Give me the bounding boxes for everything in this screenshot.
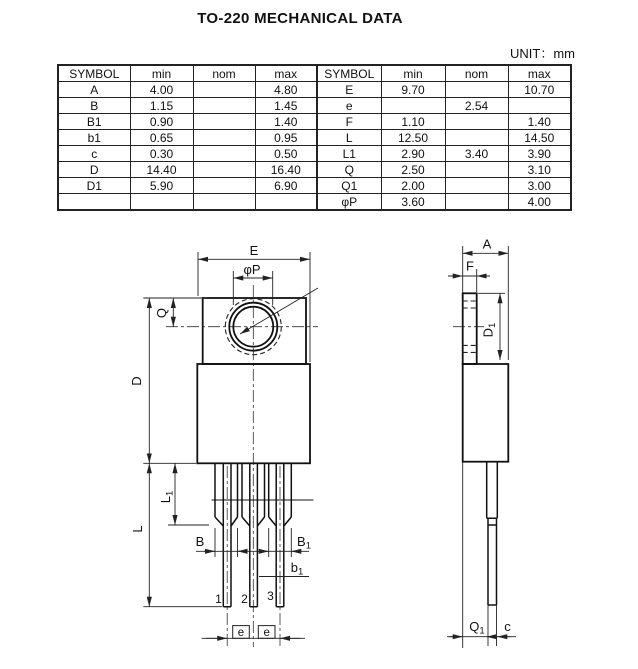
dim-label-b-cap: B <box>195 534 205 549</box>
table-cell: 4.80 <box>255 82 317 98</box>
side-view-drawing <box>447 237 516 649</box>
column-header: nom <box>193 65 255 82</box>
table-cell: 0.30 <box>130 146 193 162</box>
dim-label-l: L <box>130 525 145 533</box>
pin-number-2: 2 <box>241 592 248 606</box>
table-cell: 9.70 <box>381 82 445 98</box>
dim-label-a: A <box>482 236 492 252</box>
table-cell: 3.10 <box>508 162 571 178</box>
table-cell: B1 <box>58 114 130 130</box>
table-cell: 4.00 <box>508 194 571 211</box>
table-cell: B <box>58 98 130 114</box>
table-cell: φP <box>317 194 381 211</box>
front-view-drawing <box>129 243 318 647</box>
pin-number-3: 3 <box>267 589 274 603</box>
table-cell: F <box>317 114 381 130</box>
table-cell: 2.00 <box>381 178 445 194</box>
table-cell: 1.40 <box>508 114 571 130</box>
table-cell: D <box>58 162 130 178</box>
table-cell: 1.40 <box>255 114 317 130</box>
table-cell: 0.50 <box>255 146 317 162</box>
table-cell: 5.90 <box>130 178 193 194</box>
unit-label: UNIT：mm <box>510 46 575 61</box>
table-cell: E <box>317 82 381 98</box>
dim-label-l1: L1 <box>158 490 176 504</box>
table-cell: 0.90 <box>130 114 193 130</box>
table-cell: 2.54 <box>445 98 508 114</box>
dim-label-d1: D1 <box>480 322 498 338</box>
dim-label-q1: Q1 <box>469 619 485 637</box>
dim-label-b1-small: b1 <box>290 560 304 578</box>
pin-number-1: 1 <box>215 592 222 606</box>
table-cell: 3.40 <box>445 146 508 162</box>
dim-label-d: D <box>129 376 144 386</box>
dim-label-e-pitch-2: e <box>263 626 270 639</box>
column-header: max <box>508 65 571 82</box>
table-cell: Q1 <box>317 178 381 194</box>
dim-label-e-width: E <box>249 243 259 258</box>
column-header: max <box>255 65 317 82</box>
table-cell: L <box>317 130 381 146</box>
dim-label-c: c <box>504 619 511 634</box>
table-cell: D1 <box>58 178 130 194</box>
table-cell: e <box>317 98 381 114</box>
side-package-outline <box>463 293 509 461</box>
table-cell: 10.70 <box>508 82 571 98</box>
table-cell: 3.00 <box>508 178 571 194</box>
dim-label-e-pitch-1: e <box>237 626 245 639</box>
table-cell: Q <box>317 162 381 178</box>
side-lead <box>487 462 498 605</box>
page-title: TO-220 MECHANICAL DATA <box>197 10 403 27</box>
table-cell: 2.50 <box>381 162 445 178</box>
column-header: min <box>381 65 445 82</box>
table-cell: 6.90 <box>255 178 317 194</box>
table-cell: 3.60 <box>381 194 445 211</box>
table-cell: 0.95 <box>255 130 317 146</box>
table-cell: 1.10 <box>381 114 445 130</box>
table-cell: L1 <box>317 146 381 162</box>
dim-label-b1-cap: B1 <box>297 534 311 552</box>
side-dimension-lines <box>447 246 516 648</box>
table-cell: b1 <box>58 130 130 146</box>
table-cell: 2.90 <box>381 146 445 162</box>
table-cell: 14.40 <box>130 162 193 178</box>
table-cell: c <box>58 146 130 162</box>
table-cell: 1.45 <box>255 98 317 114</box>
column-header: SYMBOL <box>317 65 381 82</box>
table-cell: 4.00 <box>130 82 193 98</box>
dim-label-q: Q <box>154 307 169 319</box>
dim-label-phi-p: φP <box>243 262 261 277</box>
column-header: SYMBOL <box>58 65 130 82</box>
column-header: nom <box>445 65 508 82</box>
table-cell: 0.65 <box>130 130 193 146</box>
table-cell: A <box>58 82 130 98</box>
table-cell: 14.50 <box>508 130 571 146</box>
table-cell: 16.40 <box>255 162 317 178</box>
column-header: min <box>130 65 193 82</box>
table-cell: 1.15 <box>130 98 193 114</box>
table-cell: 12.50 <box>381 130 445 146</box>
dim-label-f: F <box>466 258 474 274</box>
table-cell: 3.90 <box>508 146 571 162</box>
